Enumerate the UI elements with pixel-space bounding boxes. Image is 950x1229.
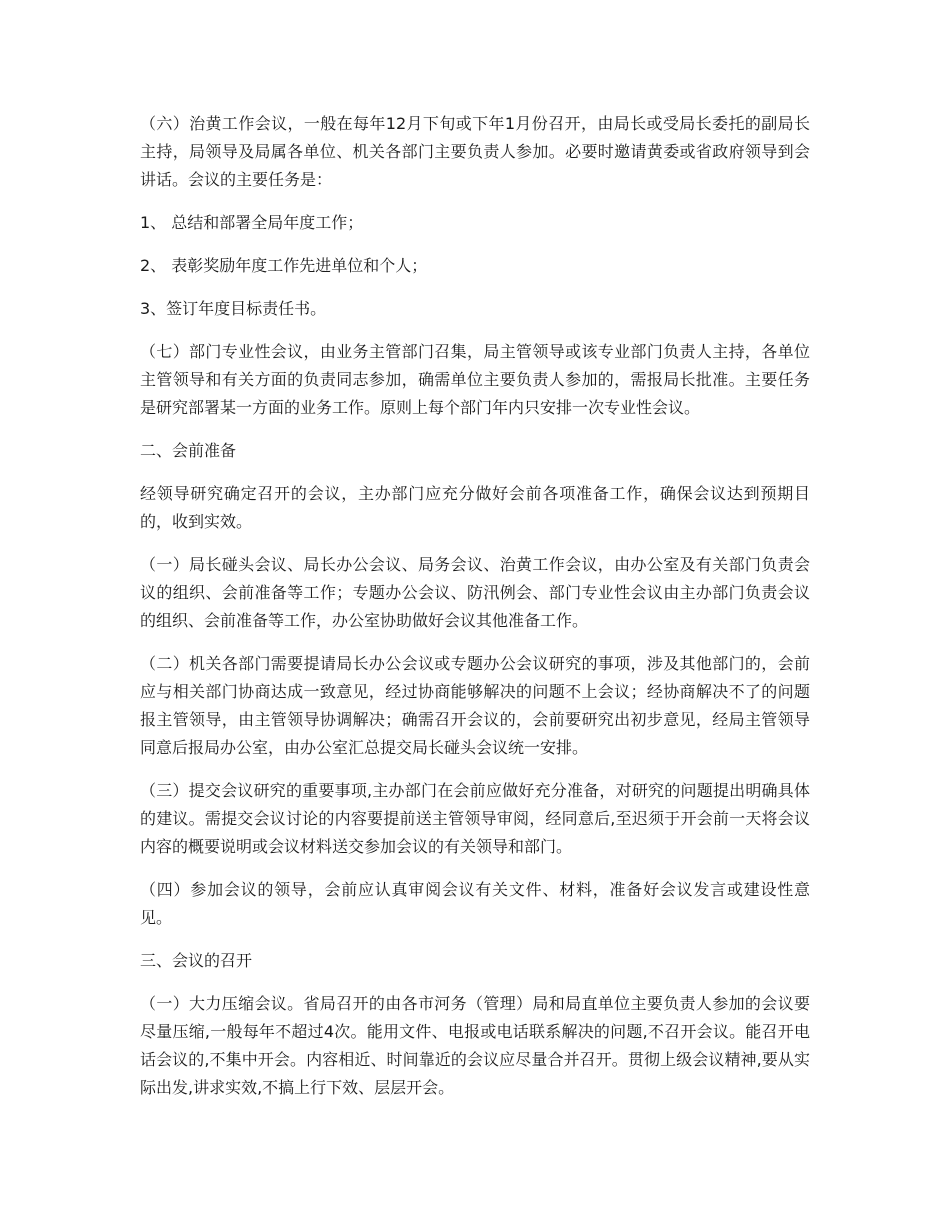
paragraph-convening-1: （一）大力压缩会议。省局召开的由各市河务（管理）局和局直单位主要负责人参加的会议要尽量压缩,一般每年不超过4次。能用文件、电报或电话联系解决的问题,不召开会议。能召开电话会议的,不集中开会。内容相近、时间靠近的会议应尽量合并召开。贯彻上级会议精神,要从实际出发,讲求实效,不搞上行下效、层层开会。 (140, 994, 810, 1097)
paragraph-preparation-intro: 经领导研究确定召开的会议，主办部门应充分做好会前各项准备工作，确保会议达到预期目的，收到实效。 (140, 484, 810, 531)
paragraph-preparation-3: （三）提交会议研究的重要事项,主办部门在会前应做好充分准备，对研究的问题提出明确具体的建议。需提交会议讨论的内容要提前送主管领导审阅，经同意后,至迟须于开会前一天将会议内容的概要说明或会议材料送交参加会议的有关领导和部门。 (140, 781, 810, 856)
list-item-3: 3、签订年度目标责任书。 (140, 299, 327, 318)
paragraph-meeting-6: （六）治黄工作会议，一般在每年12月下旬或下年1月份召开，由局长或受局长委托的副局长主持，局领导及局属各单位、机关各部门主要负责人参加。必要时邀请黄委或省政府领导到会讲话。会议的主要任务是： (140, 114, 810, 189)
list-item-2: 2、 表彰奖励年度工作先进单位和个人； (140, 256, 428, 275)
paragraph-preparation-1: （一）局长碰头会议、局长办公会议、局务会议、治黄工作会议，由办公室及有关部门负责会议的组织、会前准备等工作；专题办公会议、防汛例会、部门专业性会议由主办部门负责会议的组织、会前准备等工作，办公室协助做好会议其他准备工作。 (140, 555, 810, 630)
paragraph-meeting-7: （七）部门专业性会议，由业务主管部门召集，局主管领导或该专业部门负责人主持，各单位主管领导和有关方面的负责同志参加，确需单位主要负责人参加的，需报局长批准。主要任务是研究部署某一方面的业务工作。原则上每个部门年内只安排一次专业性会议。 (140, 342, 810, 417)
section-heading-convening: 三、会议的召开 (140, 951, 253, 970)
section-heading-preparation: 二、会前准备 (140, 441, 237, 460)
list-item-1: 1、 总结和部署全局年度工作； (140, 213, 364, 232)
document-body (140, 110, 810, 1117)
paragraph-preparation-2: （二）机关各部门需要提请局长办公会议或专题办公会议研究的事项，涉及其他部门的，会前应与相关部门协商达成一致意见，经过协商能够解决的问题不上会议；经协商解决不了的问题报主管领导，由主管领导协调解决；确需召开会议的，会前要研究出初步意见，经局主管领导同意后报局办公室，由办公室汇总提交局长碰头会议统一安排。 (140, 654, 810, 757)
paragraph-preparation-4: （四）参加会议的领导，会前应认真审阅会议有关文件、材料，准备好会议发言或建设性意见。 (140, 880, 810, 927)
